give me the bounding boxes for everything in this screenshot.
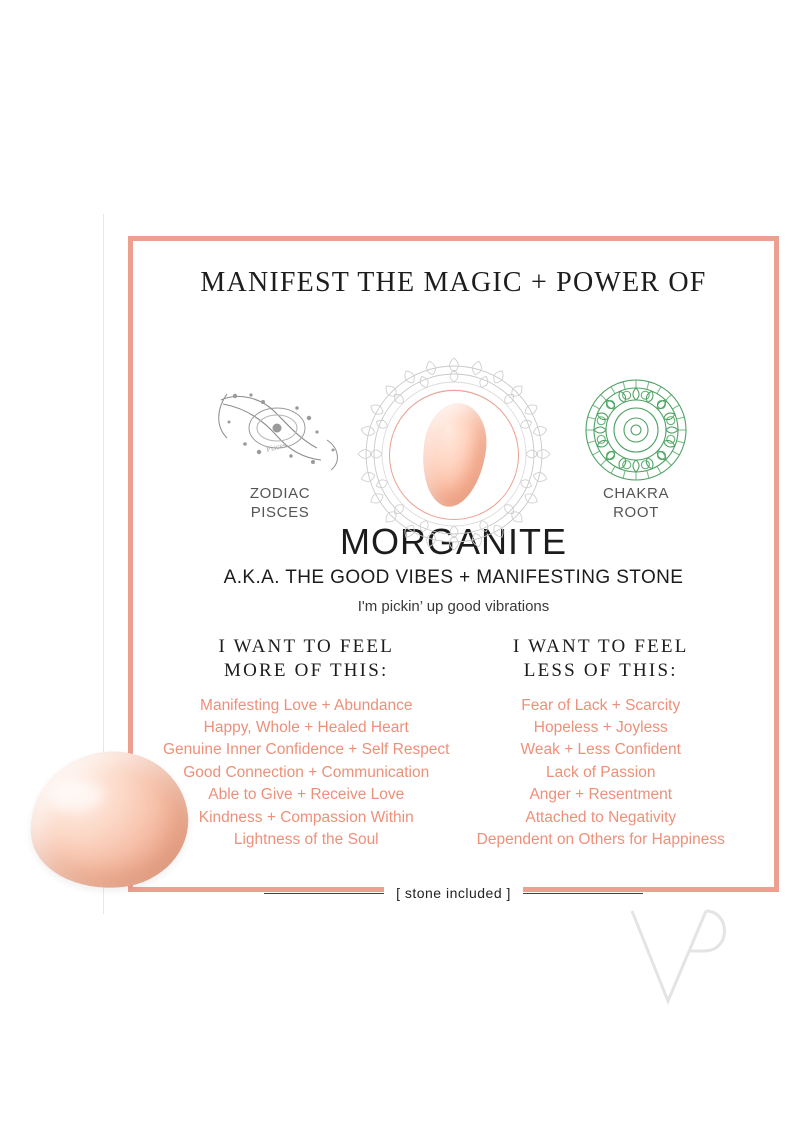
stone-block xyxy=(339,347,569,562)
benefit-columns xyxy=(133,635,774,852)
chakra-block xyxy=(546,375,726,523)
list-item: Manifesting Love + Abundance xyxy=(200,696,413,714)
list-item: Weak + Less Confident xyxy=(520,741,681,759)
more-heading-line1: I WANT TO FEEL xyxy=(218,636,395,657)
list-item: Good Connection + Communication xyxy=(183,763,430,781)
list-item: Happy, Whole + Healed Heart xyxy=(203,718,409,736)
list-item: Anger + Resentment xyxy=(529,786,673,804)
list-item: Hopeless + Joyless xyxy=(533,718,668,736)
list-item: Kindness + Compassion Within xyxy=(198,808,414,826)
list-item: Genuine Inner Confidence + Self Respect xyxy=(162,741,450,759)
chakra-label-line1: CHAKRA xyxy=(602,485,670,502)
less-heading-line2: LESS OF THIS: xyxy=(523,659,678,681)
list-item: Lack of Passion xyxy=(546,763,656,781)
icon-row xyxy=(133,305,774,525)
footer-rule-left xyxy=(264,893,384,894)
more-list xyxy=(159,695,454,852)
less-list xyxy=(454,695,749,852)
zodiac-art-word: Pisces xyxy=(265,440,287,454)
zodiac-label-line1: ZODIAC xyxy=(249,485,311,502)
brand-watermark xyxy=(610,897,740,1036)
zodiac-label-line2: PISCES xyxy=(250,503,310,521)
list-item: Attached to Negativity xyxy=(525,808,677,826)
list-item: Lightness of the Soul xyxy=(233,831,379,849)
stone-aka: A.K.A. THE GOOD VIBES + MANIFESTING STONE xyxy=(223,567,684,588)
less-of-this-column xyxy=(454,635,749,852)
footer-rule-right xyxy=(523,893,643,894)
list-item: Able to Give + Receive Love xyxy=(208,786,405,804)
chakra-label-line2: ROOT xyxy=(613,503,659,521)
less-heading-line1: I WANT TO FEEL xyxy=(512,636,689,657)
product-info-card xyxy=(128,236,779,901)
stone-highlight xyxy=(48,779,105,814)
stone-name: MORGANITE xyxy=(339,521,567,562)
stone-included-note: [ stone included ] xyxy=(384,885,523,901)
list-item: Fear of Lack + Scarcity xyxy=(521,696,681,714)
morganite-stone-icon xyxy=(389,390,519,520)
more-of-this-column xyxy=(159,635,454,852)
stone-tagline: I'm pickin’ up good vibrations xyxy=(357,598,550,615)
more-heading-line2: MORE OF THIS: xyxy=(224,659,389,681)
stone-shape xyxy=(416,399,492,511)
list-item: Dependent on Others for Happiness xyxy=(476,831,725,849)
root-chakra-mandala-icon xyxy=(546,375,726,485)
page-title: MANIFEST THE MAGIC + POWER OF xyxy=(200,267,707,298)
